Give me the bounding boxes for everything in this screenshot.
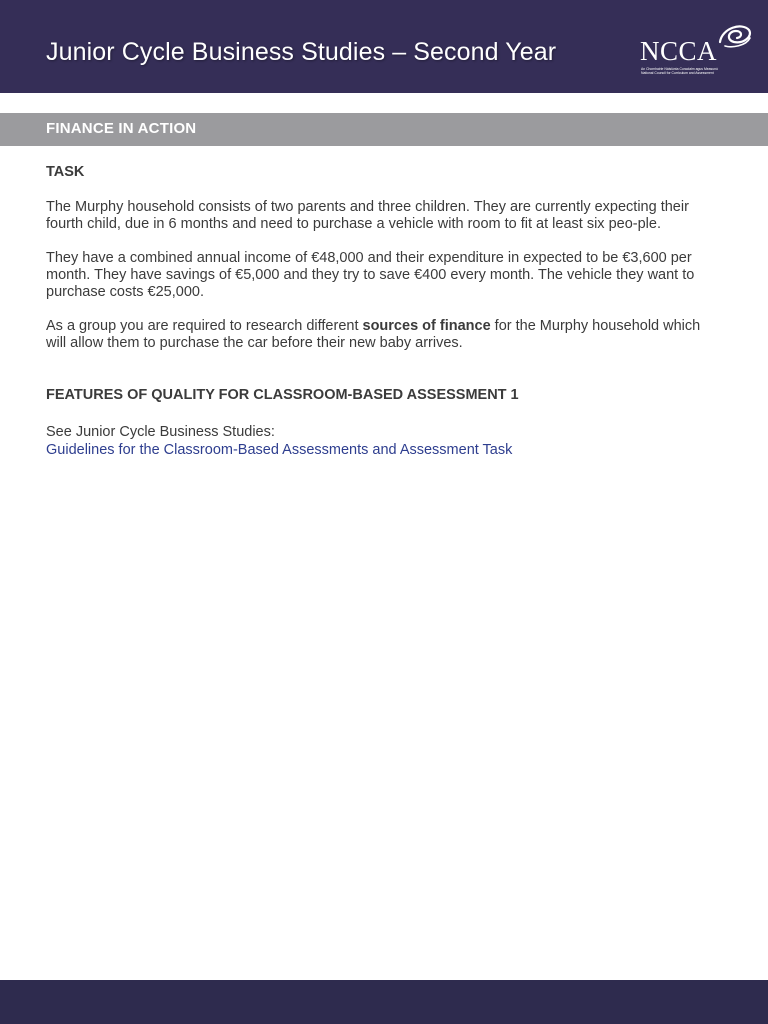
see-reference-text: See Junior Cycle Business Studies: bbox=[46, 424, 275, 440]
task-paragraph-income: They have a combined annual income of €48,000 and their expenditure in expected to be €3,600 per month. They have savings of €5,000 and they try to save €400 every month. The vehicle they want to purchase costs €25,000. bbox=[46, 250, 695, 300]
logo-subtitle bbox=[641, 67, 718, 75]
document-title: Junior Cycle Business Studies – Second Year bbox=[46, 38, 557, 66]
logo-subtitle-irish: An Chomhairle Náisiúnta Curaclaim agus Measunú bbox=[641, 67, 718, 71]
sources-of-finance-emphasis: sources of finance bbox=[362, 318, 491, 334]
task-paragraph-sources-start: As a group you are required to research different bbox=[46, 318, 363, 334]
page-header bbox=[0, 0, 768, 93]
guidelines-link[interactable]: Guidelines for the Classroom-Based Assessments and Assessment Task bbox=[46, 442, 513, 458]
ncca-swirl-icon bbox=[716, 20, 752, 50]
logo-subtitle-english: National Council for Curriculum and Assessment bbox=[641, 71, 714, 75]
task-heading: TASK bbox=[46, 164, 85, 180]
logo-wordmark: NCCA bbox=[640, 36, 718, 66]
section-title-bar bbox=[0, 113, 768, 146]
features-heading: FEATURES OF QUALITY FOR CLASSROOM-BASED ASSESSMENT 1 bbox=[46, 387, 519, 403]
section-title: FINANCE IN ACTION bbox=[46, 120, 197, 137]
task-paragraph-household: The Murphy household consists of two parents and three children. They are currently expecting their fourth child, due in 6 months and need to purchase a vehicle with room to fit at least six peo-ple. bbox=[46, 199, 689, 232]
task-paragraph-sources-end: for the Murphy household which will allow them to purchase the car before their new baby arrives. bbox=[46, 318, 701, 351]
page-footer bbox=[0, 980, 768, 1024]
ncca-logo bbox=[640, 20, 752, 80]
main-content bbox=[46, 164, 718, 459]
task-paragraph-sources bbox=[46, 318, 718, 352]
